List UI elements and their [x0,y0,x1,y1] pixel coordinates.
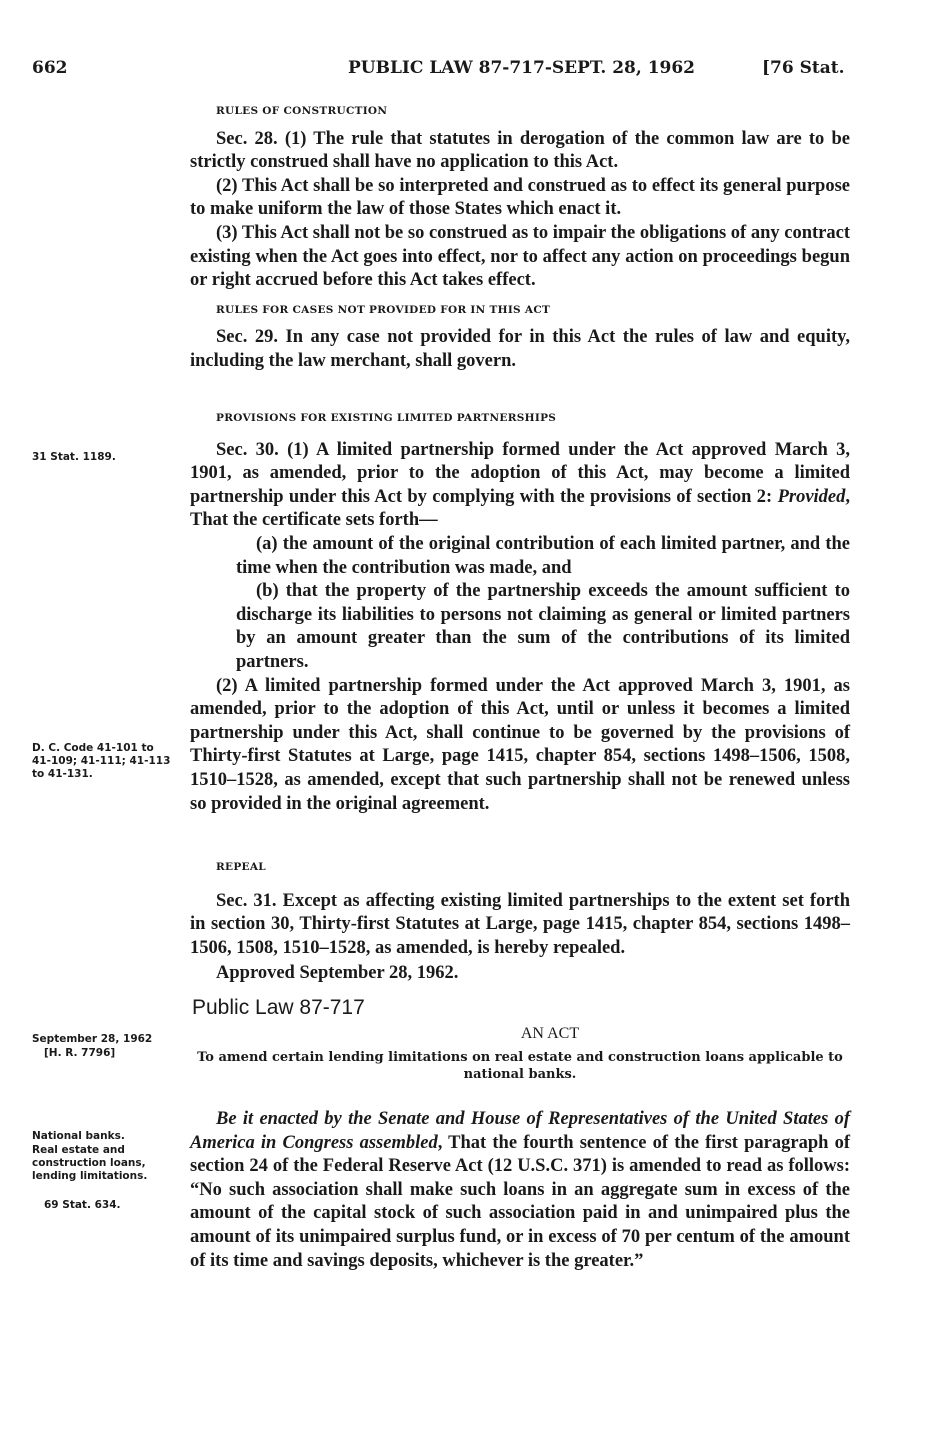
sec-30-item-a: (a) the amount of the original contribution of each limited partner, and the time when the contribution was made, and [236,533,850,578]
provided-word: Provided [777,486,846,507]
heading-rules-for-cases: RULES FOR CASES NOT PROVIDED FOR IN THIS ACT [216,303,551,316]
heading-rules-of-construction: RULES OF CONSTRUCTION [216,105,388,117]
margin-note-bill: [H. R. 7796] [44,1047,116,1059]
sec-29-label: Sec. 29. [216,327,278,348]
sec-30-item-b: (b) that the property of the partnership exceeds the amount sufficient to discharge its liabilities to persons not claiming as general or limited partners by an amount greater than the sum of the contributions of its limited partners. [236,581,850,672]
margin-note-dc-code: D. C. Code 41-101 to 41-109; 41-111; 41-113 to 41-131. [32,742,171,780]
margin-note-31-stat: 31 Stat. 1189. [32,451,116,463]
act-body-text: , That the fourth sentence of the first paragraph of section 24 of the Federal Reserve Act (12 U.S.C. 371) is amended to read as follows: “No such association shall make such loans in an aggregate sum in excess of the amount of the capital stock of such association paid in and unimpaired plus the amount of its unimpaired surplus fund, or in excess of 70 per centum of the amount of its time and savings deposits, whichever is the greater.” [190,1132,850,1271]
sec-31-para [190,890,850,961]
page-number: 662 [32,58,68,78]
sec-31-label: Sec. 31. [216,890,277,911]
act-body [190,1108,850,1273]
sec-31-text: Except as affecting existing limited partnerships to the extent set forth in section 30, Thirty-first Statutes at Large, page 1415, chapter 854, sections 1498–1506, 1508, 1510–1528, as amended, is hereby repealed. [190,890,851,958]
act-purpose: To amend certain lending limitations on real estate and construction loans applicable to national banks. [197,1050,843,1082]
margin-note-69-stat: 69 Stat. 634. [44,1199,121,1211]
margin-note-date: September 28, 1962 [32,1033,153,1045]
heading-repeal: REPEAL [216,861,266,873]
enacting-clause-para [190,1108,850,1273]
sec-28-para-2: (2) This Act shall be so interpreted and construed as to effect its general purpose to make uniform the law of those States which enact it. [190,175,850,220]
public-law-title: Public Law 87-717 [192,996,365,1019]
running-title: PUBLIC LAW 87-717-SEPT. 28, 1962 [348,58,696,78]
sec-28-para-1 [190,128,850,175]
sec-30-text: A limited partnership formed under the Act approved March 3, 1901, as amended, prior to the adoption of this Act, may become a limited partnership under this Act by complying with the provisions of section 2: [190,439,850,507]
section-30 [190,407,850,816]
approval-date: Approved September 28, 1962. [216,963,459,984]
sec-28-para-3: (3) This Act shall not be so construed as to impair the obligations of any contract existing when the Act goes into effect, nor to affect any action on proceedings begun or right accrued before this Act takes effect. [190,222,850,291]
an-act-heading: AN ACT [520,1025,580,1042]
volume-reference: [76 Stat. [762,58,845,78]
enacting-clause: Be it enacted by the Senate and House of Representatives of the United States of America in Congress assembled [190,1109,850,1153]
sec-29-para [190,326,850,373]
heading-existing-partnerships: PROVISIONS FOR EXISTING LIMITED PARTNERSHIPS [216,412,557,424]
sec-28-text: The rule that statutes in derogation of the common law are to be strictly construed shall have no application to this Act. [190,128,850,173]
sec-30-para-2: (2) A limited partnership formed under the Act approved March 3, 1901, as amended, prior to the adoption of this Act, until or unless it becomes a limited partnership under this Act, shall continue to be governed by the provisions of Thirty-first Statutes at Large, page 1415, chapter 854, sections 1498–1506, 1508, 1510–1528, as amended, except that such partnership shall not be renewed unless so provided in the original agreement. [190,675,850,814]
sec-30-para-1 [190,439,850,533]
section-31 [190,856,850,986]
sec-30-tail: , That the certificate sets forth— [190,486,850,531]
sec-29-text: In any case not provided for in this Act the rules of law and equity, including the law merchant, shall govern. [190,327,850,371]
sec-30-label: Sec. 30. (1) [216,439,309,460]
sections-28-29 [190,100,850,374]
margin-note-real-estate: Real estate and construction loans, lending limitations. [32,1144,148,1182]
margin-note-national-banks: National banks. [32,1130,125,1142]
sec-28-label: Sec. 28. (1) [216,128,307,149]
